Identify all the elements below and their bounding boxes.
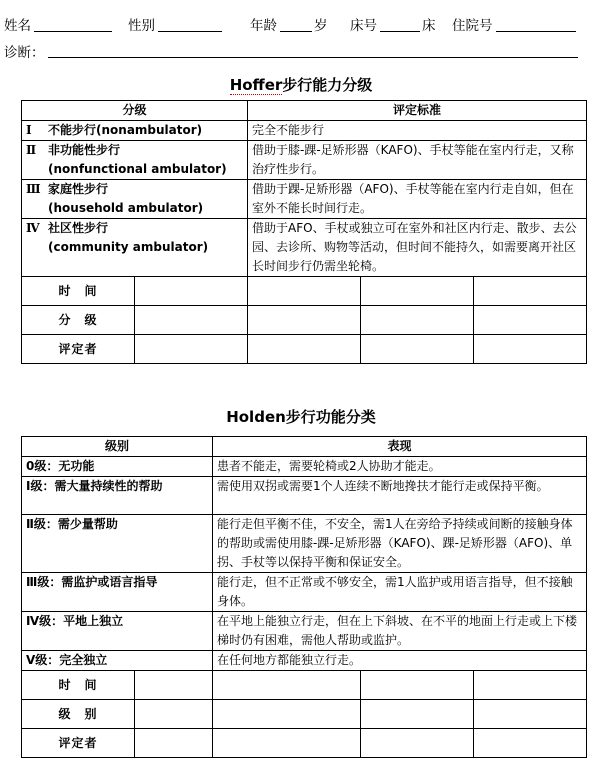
table-row	[22, 180, 587, 219]
name-field[interactable]	[34, 31, 112, 32]
grade-numeral: Ⅳ	[26, 221, 40, 235]
record-cell[interactable]	[474, 335, 587, 364]
table-row	[22, 515, 587, 573]
record-cell[interactable]	[248, 335, 361, 364]
record-label-time: 时 间	[22, 671, 135, 700]
hoffer-title	[0, 74, 602, 95]
record-cell[interactable]	[213, 700, 361, 729]
table-row	[22, 651, 587, 671]
holden-table	[21, 436, 587, 758]
record-cell[interactable]	[361, 700, 474, 729]
level-cell: Ⅲ级：需监护或语言指导	[22, 573, 213, 612]
admission-field[interactable]	[496, 31, 576, 32]
criteria-cell: 借助于AFO、手杖或独立可在室外和社区内行走、散步、去公园、去诊所、购物等活动，但时间不能持久，如需要离开社区长时间步行仍需坐轮椅。	[248, 219, 587, 277]
record-row-assessor	[22, 335, 587, 364]
record-cell[interactable]	[135, 306, 248, 335]
desc-cell: 需使用双拐或需要1个人连续不断地搀扶才能行走或保持平衡。	[213, 477, 587, 515]
level-cell: 0级：无功能	[22, 457, 213, 477]
grade-cell	[22, 141, 248, 180]
grade-cell	[22, 180, 248, 219]
grade-name: 家庭性步行	[48, 182, 109, 196]
admission-label: 住院号	[452, 18, 493, 34]
grade-english: (household ambulator)	[48, 201, 204, 215]
col-grade-header: 分级	[22, 101, 248, 121]
grade-numeral: Ⅱ	[26, 143, 37, 157]
holden-title: Holden步行功能分类	[226, 408, 376, 426]
diagnosis-line	[0, 41, 602, 61]
holden-header-row	[22, 437, 587, 457]
desc-cell: 患者不能走，需要轮椅或2人协助才能走。	[213, 457, 587, 477]
record-cell[interactable]	[474, 729, 587, 758]
desc-cell: 在平地上能独立行走，但在上下斜坡、在不平的地面上行走或上下楼梯时仍有困难，需他人帮助或监护。	[213, 612, 587, 651]
age-label: 年龄	[250, 18, 277, 34]
table-row	[22, 121, 587, 141]
hoffer-header-row	[22, 101, 587, 121]
grade-name: 不能步行(nonambulator)	[48, 123, 203, 137]
bed-label: 床号	[350, 18, 377, 34]
record-label-assessor: 评定者	[22, 729, 135, 758]
grade-english: (nonfunctional ambulator)	[48, 162, 227, 176]
diagnosis-label: 诊断：	[4, 45, 45, 61]
grade-numeral: Ⅲ	[26, 182, 41, 196]
record-cell[interactable]	[361, 729, 474, 758]
record-cell[interactable]	[248, 277, 361, 306]
grade-numeral: Ⅰ	[26, 123, 32, 137]
col-criteria-header: 评定标准	[248, 101, 587, 121]
desc-cell: 能行走但平衡不佳，不安全，需1人在旁给予持续或间断的接触身体的帮助或需使用膝-踝-足矫形器（KAFO)、踝-足矫形器（AFO)、单拐、手杖等以保持平衡和保证安全。	[213, 515, 587, 573]
bed-unit: 床	[422, 18, 436, 34]
level-cell: Ⅳ级：平地上独立	[22, 612, 213, 651]
record-label-grade: 分 级	[22, 306, 135, 335]
record-cell[interactable]	[213, 671, 361, 700]
desc-cell: 能行走，但不正常或不够安全，需1人监护或用语言指导，但不接触身体。	[213, 573, 587, 612]
hoffer-title-en: Hoffer	[229, 76, 283, 94]
diagnosis-field[interactable]	[48, 57, 578, 58]
record-row-time	[22, 671, 587, 700]
record-cell[interactable]	[361, 277, 474, 306]
bed-field[interactable]	[380, 31, 420, 32]
gender-label: 性别	[128, 18, 155, 34]
grade-cell	[22, 121, 248, 141]
grade-name: 非功能性步行	[48, 143, 121, 157]
record-cell[interactable]	[213, 729, 361, 758]
record-label-level: 级 别	[22, 700, 135, 729]
hoffer-table	[21, 100, 587, 364]
criteria-cell: 借助于膝-踝-足矫形器（KAFO)、手杖等能在室内行走，又称治疗性步行。	[248, 141, 587, 180]
criteria-cell: 借助于踝-足矫形器（AFO)、手杖等能在室内行走自如，但在室外不能长时间行走。	[248, 180, 587, 219]
patient-info-line	[0, 14, 602, 34]
table-row	[22, 219, 587, 277]
level-cell: Ⅰ级：需大量持续性的帮助	[22, 477, 213, 515]
record-row-grade	[22, 306, 587, 335]
level-cell: Ⅴ级：完全独立	[22, 651, 213, 671]
age-unit: 岁	[314, 18, 328, 34]
table-row	[22, 477, 587, 515]
record-cell[interactable]	[135, 700, 213, 729]
record-cell[interactable]	[135, 729, 213, 758]
grade-english: (community ambulator)	[48, 240, 209, 254]
record-cell[interactable]	[474, 306, 587, 335]
record-cell[interactable]	[361, 306, 474, 335]
record-cell[interactable]	[135, 335, 248, 364]
record-cell[interactable]	[135, 671, 213, 700]
gender-field[interactable]	[158, 31, 222, 32]
record-cell[interactable]	[474, 700, 587, 729]
record-row-assessor	[22, 729, 587, 758]
record-cell[interactable]	[474, 277, 587, 306]
col-desc-header: 表现	[213, 437, 587, 457]
record-row-time	[22, 277, 587, 306]
table-row	[22, 573, 587, 612]
record-cell[interactable]	[248, 306, 361, 335]
col-level-header: 级别	[22, 437, 213, 457]
record-label-time: 时 间	[22, 277, 135, 306]
hoffer-title-zh: 步行能力分级	[282, 76, 373, 94]
grade-name: 社区性步行	[48, 221, 109, 235]
criteria-cell: 完全不能步行	[248, 121, 587, 141]
level-cell: Ⅱ级：需少量帮助	[22, 515, 213, 573]
record-cell[interactable]	[474, 671, 587, 700]
record-label-assessor: 评定者	[22, 335, 135, 364]
record-cell[interactable]	[361, 671, 474, 700]
record-cell[interactable]	[361, 335, 474, 364]
table-row	[22, 612, 587, 651]
name-label: 姓名	[4, 18, 31, 34]
record-cell[interactable]	[135, 277, 248, 306]
age-field[interactable]	[280, 31, 312, 32]
record-row-level	[22, 700, 587, 729]
table-row	[22, 141, 587, 180]
desc-cell: 在任何地方都能独立行走。	[213, 651, 587, 671]
grade-cell	[22, 219, 248, 277]
table-row	[22, 457, 587, 477]
